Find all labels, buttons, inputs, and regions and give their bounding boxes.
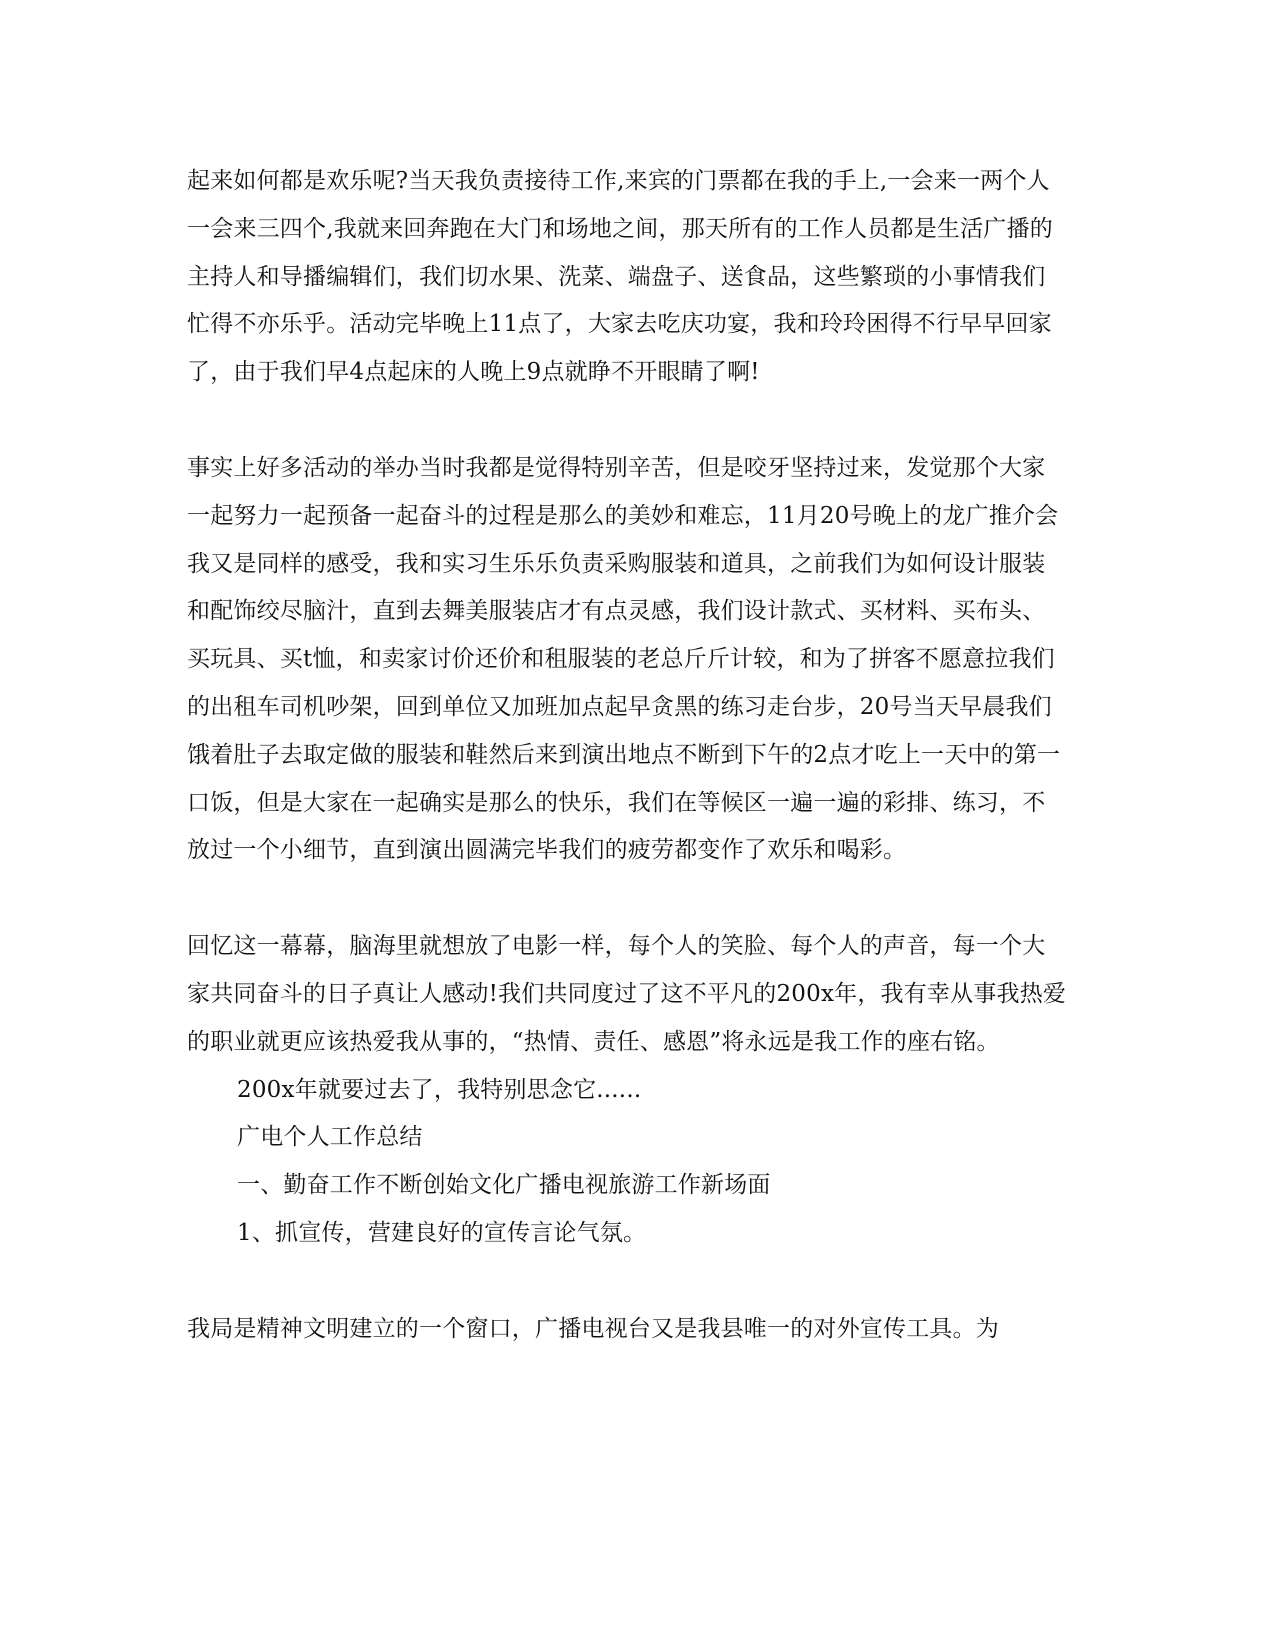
paragraph-reception-work: 起来如何都是欢乐呢?当天我负责接待工作,来宾的门票都在我的手上,一会来一两个人一会来三四个,我就来回奔跑在大门和场地之间，那天所有的工作人员都是生活广播的主持人和导播编辑们，我们切水果、洗菜、端盘子、送食品，这些繁琐的小事情我们忙得不亦乐乎。活动完毕晚上11点了，大家去吃庆功宴，我和玲玲困得不行早早回家了，由于我们早4点起床的人晚上9点就睁不开眼睛了啊! [187, 168, 1053, 386]
paragraph-recollection: 回忆这一幕幕，脑海里就想放了电影一样，每个人的笑脸、每个人的声音，每一个大家共同奋斗的日子真让人感动!我们共同度过了这不平凡的200x年，我有幸从事我热爱的职业就更应该热爱我从事的，“热情、责任、感恩”将永远是我工作的座右铭。 [187, 933, 1067, 1055]
section-title: 广电个人工作总结 [237, 1124, 423, 1151]
paragraph-spacer [187, 875, 1067, 923]
paragraph-spacer [187, 397, 1067, 445]
subsection-heading-1: 1、抓宣传，营建良好的宣传言论气氛。 [237, 1219, 647, 1246]
paragraph-year-end: 200x年就要过去了，我特别思念它...... [237, 1076, 642, 1103]
paragraph-spacer [187, 1258, 1067, 1306]
section-heading-1: 一、勤奋工作不断创始文化广播电视旅游工作新场面 [237, 1172, 771, 1199]
paragraph-bureau-window: 我局是精神文明建立的一个窗口，广播电视台又是我县唯一的对外宣传工具。为 [187, 1315, 999, 1342]
paragraph-promotion-event: 事实上好多活动的举办当时我都是觉得特别辛苦，但是咬牙坚持过来，发觉那个大家一起努力一起预备一起奋斗的过程是那么的美妙和难忘，11月20号晚上的龙广推介会我又是同样的感受，我和实习生乐乐负责采购服装和道具，之前我们为如何设计服装和配饰绞尽脑汁，直到去舞美服装店才有点灵感，我们设计款式、买材料、买布头、买玩具、买t恤，和卖家讨价还价和租服装的老总斤斤计较，和为了拼客不愿意拉我们的出租车司机吵架，回到单位又加班加点起早贪黑的练习走台步，20号当天早晨我们饿着肚子去取定做的服装和鞋然后来到演出地点不断到下午的2点才吃上一天中的第一口饭，但是大家在一起确实是那么的快乐，我们在等候区一遍一遍的彩排、练习，不放过一个小细节，直到演出圆满完毕我们的疲劳都变作了欢乐和喝彩。 [187, 454, 1061, 864]
document-body [187, 158, 1067, 1354]
